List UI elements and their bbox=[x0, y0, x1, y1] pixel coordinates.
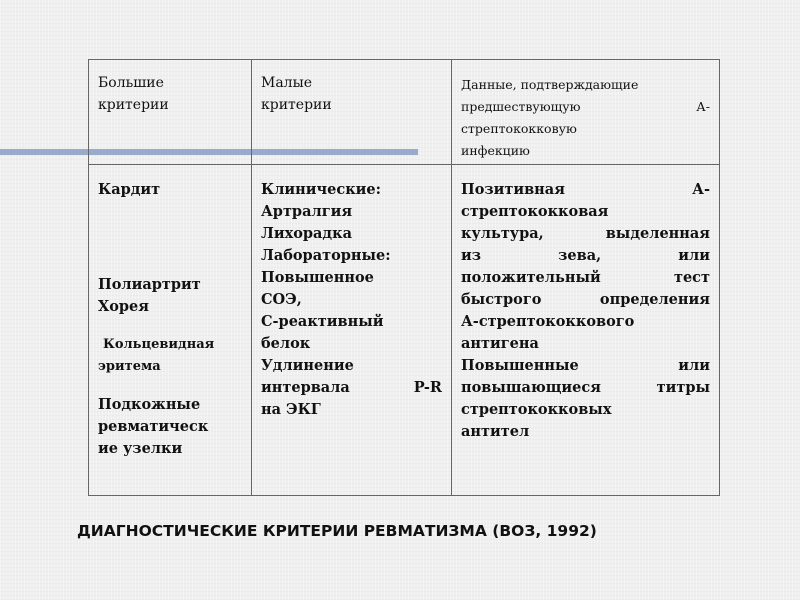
minor-item: СОЭ, bbox=[261, 291, 302, 308]
header-row bbox=[89, 60, 720, 165]
minor-item: Удлинение bbox=[261, 357, 354, 374]
evidence-line: культура, выделенная bbox=[461, 225, 710, 242]
slide-title: ДИАГНОСТИЧЕСКИЕ КРИТЕРИИ РЕВМАТИЗМА (ВОЗ, 1992) bbox=[77, 522, 597, 540]
header-minor bbox=[252, 60, 452, 165]
minor-item: на ЭКГ bbox=[261, 401, 321, 418]
evidence-line: Позитивная А- bbox=[461, 181, 710, 198]
evidence-line: Повышенные или bbox=[461, 357, 710, 374]
evidence-cell bbox=[452, 165, 720, 496]
header-major-line: критерии bbox=[98, 97, 169, 113]
major-item-nodules-cont: ревматическ bbox=[98, 418, 209, 435]
major-item-nodules-cont: ие узелки bbox=[98, 440, 183, 457]
evidence-line: антител bbox=[461, 423, 530, 440]
header-evidence-line: Данные, подтверждающие bbox=[461, 77, 639, 92]
major-item-polyarthritis: Полиартрит bbox=[98, 276, 201, 293]
minor-item: Повышенное bbox=[261, 269, 374, 286]
evidence-line: стрептококковая bbox=[461, 203, 609, 220]
header-minor-line: критерии bbox=[261, 97, 332, 113]
major-item-erythema-cont: эритема bbox=[98, 359, 161, 374]
header-evidence bbox=[452, 60, 720, 165]
evidence-line: антигена bbox=[461, 335, 539, 352]
evidence-line: положительный тест bbox=[461, 269, 710, 286]
major-item-carditis: Кардит bbox=[98, 181, 161, 198]
evidence-line: из зева, или bbox=[461, 247, 710, 264]
minor-item: Лабораторные: bbox=[261, 247, 391, 264]
minor-item: С-реактивный bbox=[261, 313, 384, 330]
minor-criteria-cell bbox=[252, 165, 452, 496]
header-evidence-line: инфекцию bbox=[461, 143, 530, 158]
header-evidence-line: предшествующую А- bbox=[461, 99, 710, 114]
criteria-table bbox=[88, 59, 720, 496]
header-minor-line: Малые bbox=[261, 75, 313, 91]
minor-item: Клинические: bbox=[261, 181, 382, 198]
minor-item: Артралгия bbox=[261, 203, 353, 220]
major-item-chorea: Хорея bbox=[98, 298, 149, 315]
minor-item: Лихорадка bbox=[261, 225, 352, 242]
minor-item: интервала P-R bbox=[261, 379, 442, 396]
major-item-erythema: Кольцевидная bbox=[103, 337, 215, 352]
major-item-nodules: Подкожные bbox=[98, 396, 201, 413]
evidence-line: быстрого определения bbox=[461, 291, 710, 308]
evidence-line: повышающиеся титры bbox=[461, 379, 710, 396]
header-evidence-line: стрептококковую bbox=[461, 121, 577, 136]
evidence-line: А-стрептококкового bbox=[461, 313, 635, 330]
header-major-line: Большие bbox=[98, 75, 164, 91]
body-row bbox=[89, 165, 720, 496]
header-major bbox=[89, 60, 252, 165]
major-criteria-cell bbox=[89, 165, 252, 496]
evidence-line: стрептококковых bbox=[461, 401, 612, 418]
minor-item: белок bbox=[261, 335, 311, 352]
